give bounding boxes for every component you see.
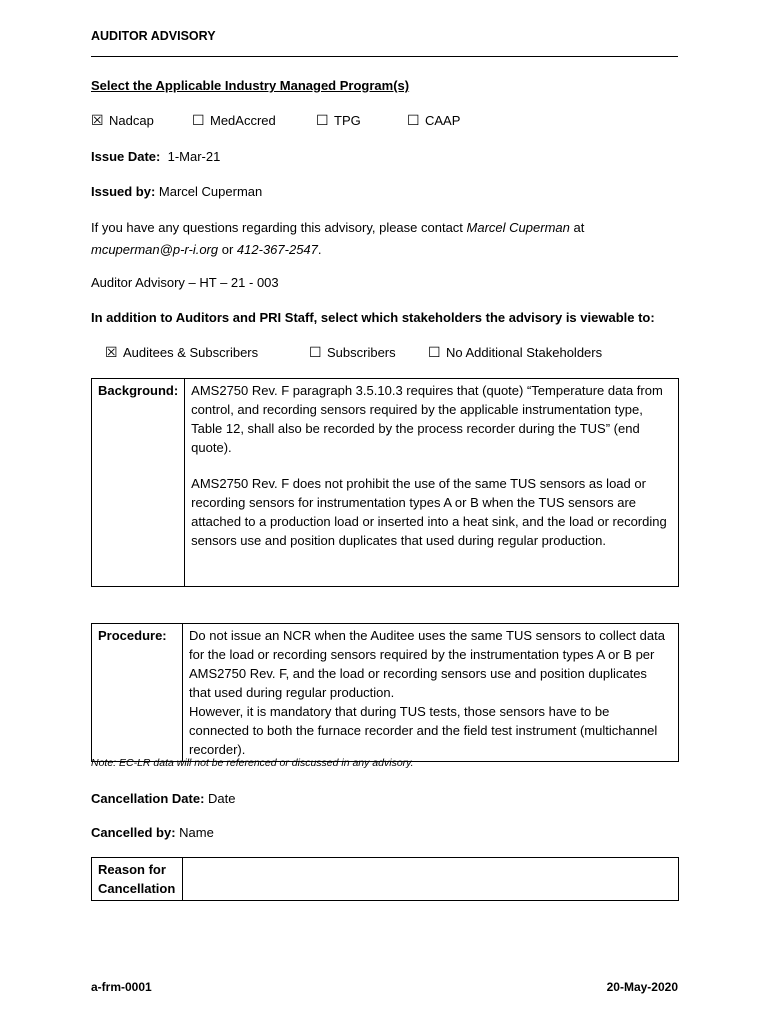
contact-paragraph [91, 217, 681, 261]
cancelled-by [91, 825, 214, 840]
background-paragraph: AMS2750 Rev. F does not prohibit the use of the same TUS sensors as load or recording sensors for instrumentation types A or B when the TUS sensors are attached to a production load or inserted into a heat sink, and the load or recording sensors use and position duplicates that used during regular production. [191, 476, 667, 548]
background-content [185, 379, 679, 587]
reason-value[interactable] [183, 858, 679, 901]
issue-date [91, 149, 220, 164]
stakeholders-heading: In addition to Auditors and PRI Staff, select which stakeholders the advisory is viewable to: [91, 310, 655, 325]
checked-box-icon: ☒ [91, 113, 104, 129]
unchecked-box-icon: ☐ [309, 345, 322, 361]
cancelled-by-value: Name [179, 825, 214, 840]
reason-label [92, 858, 183, 901]
background-label: Background: [92, 379, 185, 587]
cancellation-date [91, 791, 236, 806]
contact-prefix: If you have any questions regarding this advisory, please contact [91, 220, 463, 235]
stakeholder-option-auditees-subscribers[interactable] [105, 345, 258, 361]
program-option-nadcap[interactable] [91, 113, 154, 129]
issue-date-value: 1-Mar-21 [167, 149, 221, 164]
issued-by-label: Issued by: [91, 184, 156, 199]
footer-date: 20-May-2020 [606, 980, 678, 994]
contact-name: Marcel Cuperman [466, 220, 570, 235]
unchecked-box-icon: ☐ [407, 113, 420, 129]
contact-or: or [221, 242, 234, 257]
reason-label-line1: Reason for [98, 862, 166, 877]
checked-box-icon: ☒ [105, 345, 118, 361]
program-label: TPG [334, 113, 361, 128]
contact-phone: 412-367-2547 [236, 242, 318, 257]
unchecked-box-icon: ☐ [316, 113, 329, 129]
advisory-number: Auditor Advisory – HT – 21 - 003 [91, 275, 279, 290]
cancellation-date-value: Date [208, 791, 236, 806]
procedure-paragraph: However, it is mandatory that during TUS tests, those sensors have to be connected to both the furnace recorder and the field test instrument (multichannel recorder). [189, 704, 658, 757]
procedure-label: Procedure: [92, 624, 183, 762]
procedure-content [183, 624, 679, 762]
programs-heading: Select the Applicable Industry Managed Program(s) [91, 78, 410, 93]
background-paragraph: AMS2750 Rev. F paragraph 3.5.10.3 requires that (quote) “Temperature data from control, and recording sensors required by the applicable instrumentation type, Table 12, shall also be recorded by the process recorder during the TUS” (end quote). [191, 383, 663, 455]
cancellation-date-label: Cancellation Date: [91, 791, 205, 806]
unchecked-box-icon: ☐ [428, 345, 441, 361]
stakeholder-label: No Additional Stakeholders [446, 345, 603, 360]
background-table [91, 378, 679, 587]
program-label: MedAccred [210, 113, 276, 128]
procedure-table [91, 623, 679, 762]
program-option-medaccred[interactable] [192, 113, 276, 129]
program-option-caap[interactable] [407, 113, 460, 129]
stakeholder-option-none[interactable] [428, 345, 602, 361]
cancelled-by-label: Cancelled by: [91, 825, 176, 840]
issued-by-value: Marcel Cuperman [158, 184, 263, 199]
contact-email-link[interactable]: mcuperman@p-r-i.org [91, 242, 219, 257]
procedure-paragraph: Do not issue an NCR when the Auditee uses the same TUS sensors to collect data for the load or recording sensors required by the instrumentation types A or B per AMS2750 Rev. F, and the load or recording sensors use and position duplicates that used during regular production. [189, 628, 665, 700]
issue-date-label: Issue Date: [91, 149, 161, 164]
stakeholder-label: Subscribers [327, 345, 396, 360]
unchecked-box-icon: ☐ [192, 113, 205, 129]
document-title: AUDITOR ADVISORY [91, 29, 216, 43]
program-label: CAAP [425, 113, 461, 128]
program-option-tpg[interactable] [316, 113, 361, 129]
note-text: Note: EC-LR data will not be referenced or discussed in any advisory. [91, 757, 414, 769]
reason-table [91, 857, 679, 901]
stakeholder-label: Auditees & Subscribers [123, 345, 259, 360]
stakeholder-option-subscribers[interactable] [309, 345, 396, 361]
header-divider [91, 56, 678, 57]
reason-label-line2: Cancellation [98, 881, 176, 896]
contact-end: . [317, 242, 322, 257]
contact-at: at [573, 220, 585, 235]
footer-form-id: a-frm-0001 [91, 980, 152, 994]
program-label: Nadcap [109, 113, 154, 128]
issued-by [91, 184, 262, 199]
